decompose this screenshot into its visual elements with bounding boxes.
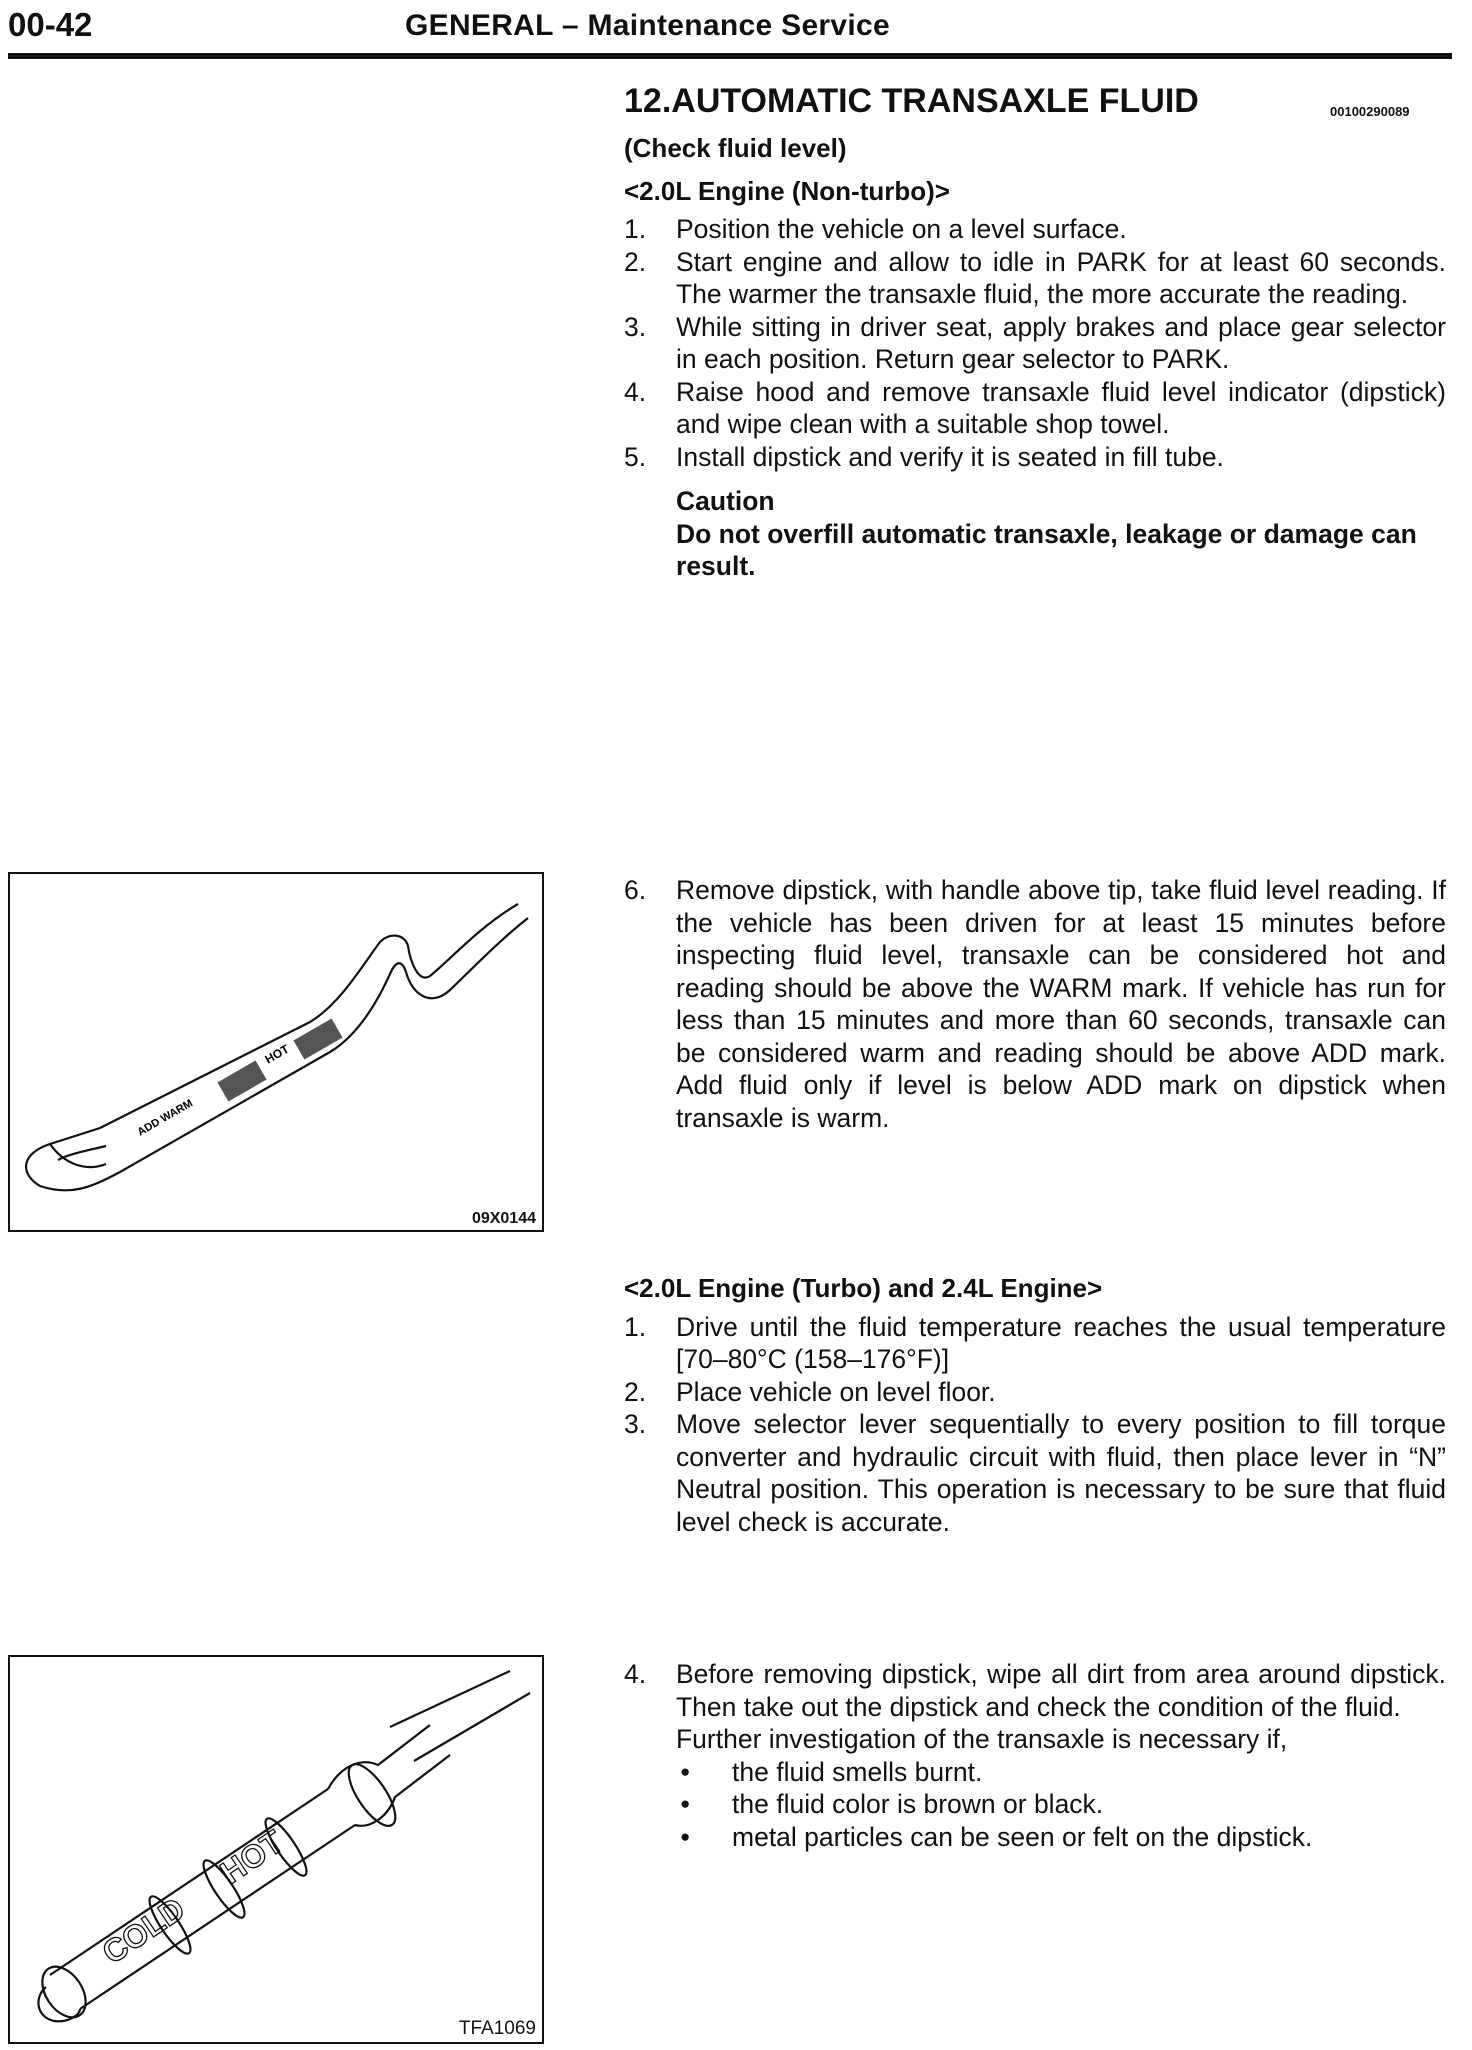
nonturbo-heading: <2.0L Engine (Non-turbo)> [624,175,950,206]
step-number: 4. [624,376,647,407]
condition-bullets [624,1756,1446,1854]
step-text: Drive until the fluid temperature reaches the usual temperature [70–80°C (158–176°F)] [676,1311,1446,1374]
step-number: 5. [624,441,647,472]
list-item [676,1821,1446,1854]
turbo-steps [624,1311,1446,1539]
dipstick-illustration [10,874,542,1230]
step-number: 2. [624,246,647,277]
list-item [624,311,1446,376]
dipstick-hot-mark: HOT [213,1823,290,1891]
bullet-text: the fluid smells burnt. [732,1756,983,1787]
step-number: 4. [624,1659,647,1689]
section-subtitle: (Check fluid level) [624,133,847,163]
figure-dipstick-warm [8,872,544,1232]
step-text: While sitting in driver seat, apply brakes and place gear selector in each position. Return gear selector to PARK. [676,311,1446,374]
bullet-text: metal particles can be seen or felt on the dipstick. [732,1821,1313,1852]
turbo-block [624,1272,1446,1538]
dipstick-cold-hot-illustration [10,1657,542,2042]
further-investigation-text: Further investigation of the transaxle is necessary if, [676,1724,1288,1754]
list-item [624,1311,1446,1376]
step-text: Move selector lever sequentially to every position to fill torque converter and hydraulic circuit with fluid, then place lever in “N” Neutral position. This operation is necessary to be sure that fluid level check is accurate. [676,1409,1446,1537]
document-code: 00100290089 [1330,104,1410,119]
figure-label: TFA1069 [458,2018,536,2039]
list-item [676,1788,1446,1821]
turbo-step4-block [624,1658,1446,1853]
step-number: 3. [624,311,647,342]
dipstick-cold-mark: COLD [95,1890,192,1971]
header-title: GENERAL – Maintenance Service [405,9,890,42]
list-item [624,441,1446,474]
step-number: 3. [624,1409,647,1439]
list-item [624,213,1446,246]
list-item [624,874,1446,1134]
dipstick-add-mark: ADD WARM [135,1097,195,1139]
caution-title: Caution [676,486,775,516]
list-item [676,1756,1446,1789]
step-number: 1. [624,214,647,244]
step6-block [624,874,1446,1134]
header-divider [8,53,1452,59]
caution-text: Do not overfill automatic transaxle, leakage or damage can result. [676,518,1417,581]
list-item [624,246,1446,311]
section-title: 12.AUTOMATIC TRANSAXLE FLUID [624,82,1199,120]
step-text: Place vehicle on level floor. [676,1376,996,1407]
list-item [624,1376,1446,1409]
nonturbo-block [624,132,1446,583]
figure-label: 09X0144 [471,1210,536,1227]
step-number: 2. [624,1376,647,1407]
step-text: Remove dipstick, with handle above tip, take fluid level reading. If the vehicle has been driven for at least 15 minutes before inspecting fluid level, transaxle can be considered hot and reading should be above the WARM mark. If vehicle has run for less than 15 minutes and more than 60 seconds, transaxle can be considered warm and reading should be above ADD mark. Add fluid only if level is below ADD mark on dipstick when transaxle is warm. [676,875,1446,1133]
turbo-heading: <2.0L Engine (Turbo) and 2.4L Engine> [624,1273,1103,1303]
dipstick-hot-mark: HOT [262,1041,292,1067]
step-text: Position the vehicle on a level surface. [676,214,1127,244]
page-number: 00-42 [8,6,93,43]
figure-dipstick-cold-hot [8,1655,544,2044]
step-text: Before removing dipstick, wipe all dirt from area around dipstick. Then take out the dipstick and check the condition of the fluid. [676,1659,1446,1722]
nonturbo-steps [624,213,1446,473]
list-item [624,376,1446,441]
bullet-text: the fluid color is brown or black. [732,1789,1104,1819]
list-item [624,1658,1446,1723]
step-number: 1. [624,1311,647,1342]
step-number: 6. [624,875,647,905]
step-text: Install dipstick and verify it is seated in fill tube. [676,441,1224,472]
list-item [624,1408,1446,1538]
step-text: Raise hood and remove transaxle fluid level indicator (dipstick) and wipe clean with a suitable shop towel. [676,376,1446,439]
step-text: Start engine and allow to idle in PARK for at least 60 seconds. The warmer the transaxle fluid, the more accurate the reading. [676,246,1446,309]
